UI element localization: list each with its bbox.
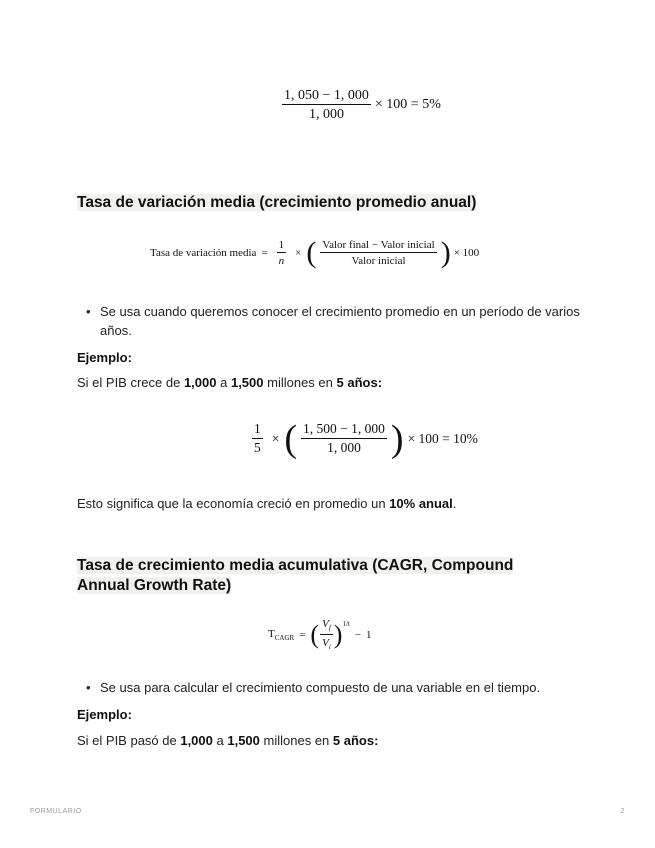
bullet-dot: •: [86, 304, 91, 319]
fraction-denominator: n: [278, 255, 285, 267]
section-title-cagr: Tasa de crecimiento media acumulativa (CAGR, Compound Annual Growth Rate): [77, 557, 514, 594]
fraction-numerator: 1, 050 − 1, 000: [282, 88, 371, 105]
right-paren: ): [440, 236, 451, 269]
formula-variacion-media: [150, 238, 479, 268]
fraction-one-fifth: [252, 422, 263, 456]
example-text: Si el PIB pasó de 1,000 a 1,500 millones en 5 años:: [77, 733, 379, 748]
formula-equals: =: [299, 628, 306, 641]
page-number: 2: [620, 808, 625, 815]
right-paren: ): [390, 418, 404, 460]
formula-cagr: [268, 618, 372, 652]
footer-label: FORMULARIO: [30, 808, 82, 815]
formula-minus: −: [354, 628, 362, 641]
bullet-dot: •: [86, 680, 91, 695]
fraction-denominator: 5: [254, 440, 261, 455]
conclusion-text: Esto significa que la economía creció en promedio un 10% anual.: [77, 496, 457, 511]
fraction-vf-vi: [320, 618, 333, 652]
fraction-numerator: Valor final − Valor inicial: [320, 239, 436, 253]
right-paren: ): [333, 619, 343, 649]
left-paren: (: [306, 236, 317, 269]
equation-times: ×: [271, 431, 280, 446]
equation-example-calc: [248, 420, 478, 458]
equation-result: × 100 = 5%: [374, 97, 441, 113]
fraction-denominator: 1, 000: [327, 440, 361, 455]
left-paren: (: [284, 418, 298, 460]
fraction-numerator: $V_f$: [320, 618, 333, 635]
fraction-values: [320, 239, 436, 267]
fraction-one-over-n: [277, 239, 287, 267]
fraction: [282, 88, 371, 123]
fraction-denominator: Valor inicial: [351, 255, 406, 267]
example-text: Si el PIB crece de 1,000 a 1,500 millones en 5 años:: [77, 375, 383, 390]
fraction-denominator: $V_i$: [322, 636, 331, 652]
formula-equals: =: [261, 247, 268, 259]
example-label: Ejemplo:: [77, 350, 132, 365]
formula-t: $T_{CAGR}$: [268, 627, 295, 642]
fraction-pib: [301, 422, 387, 456]
bullet-text-variacion: Se usa cuando queremos conocer el crecimiento promedio en un período de varios años.: [100, 304, 580, 338]
left-paren: (: [310, 619, 320, 649]
example-label: Ejemplo:: [77, 707, 132, 722]
fraction-denominator: 1, 000: [308, 107, 344, 123]
formula-one: 1: [366, 628, 372, 641]
formula-lhs: Tasa de variación media: [150, 247, 257, 259]
formula-exponent: 1/t: [342, 620, 350, 628]
formula-rest: × 100: [453, 247, 480, 259]
fraction-numerator: 1: [277, 239, 287, 253]
fraction-numerator: 1: [252, 422, 263, 439]
equation-result: × 100 = 10%: [407, 431, 478, 446]
equation-percent-change: [278, 88, 441, 123]
fraction-numerator: 1, 500 − 1, 000: [301, 422, 387, 439]
bullet-text-cagr: Se usa para calcular el crecimiento compuesto de una variable en el tiempo.: [100, 680, 541, 695]
section-title-variacion-media: Tasa de variación media (crecimiento promedio anual): [77, 194, 477, 211]
formula-times: ×: [295, 247, 302, 259]
